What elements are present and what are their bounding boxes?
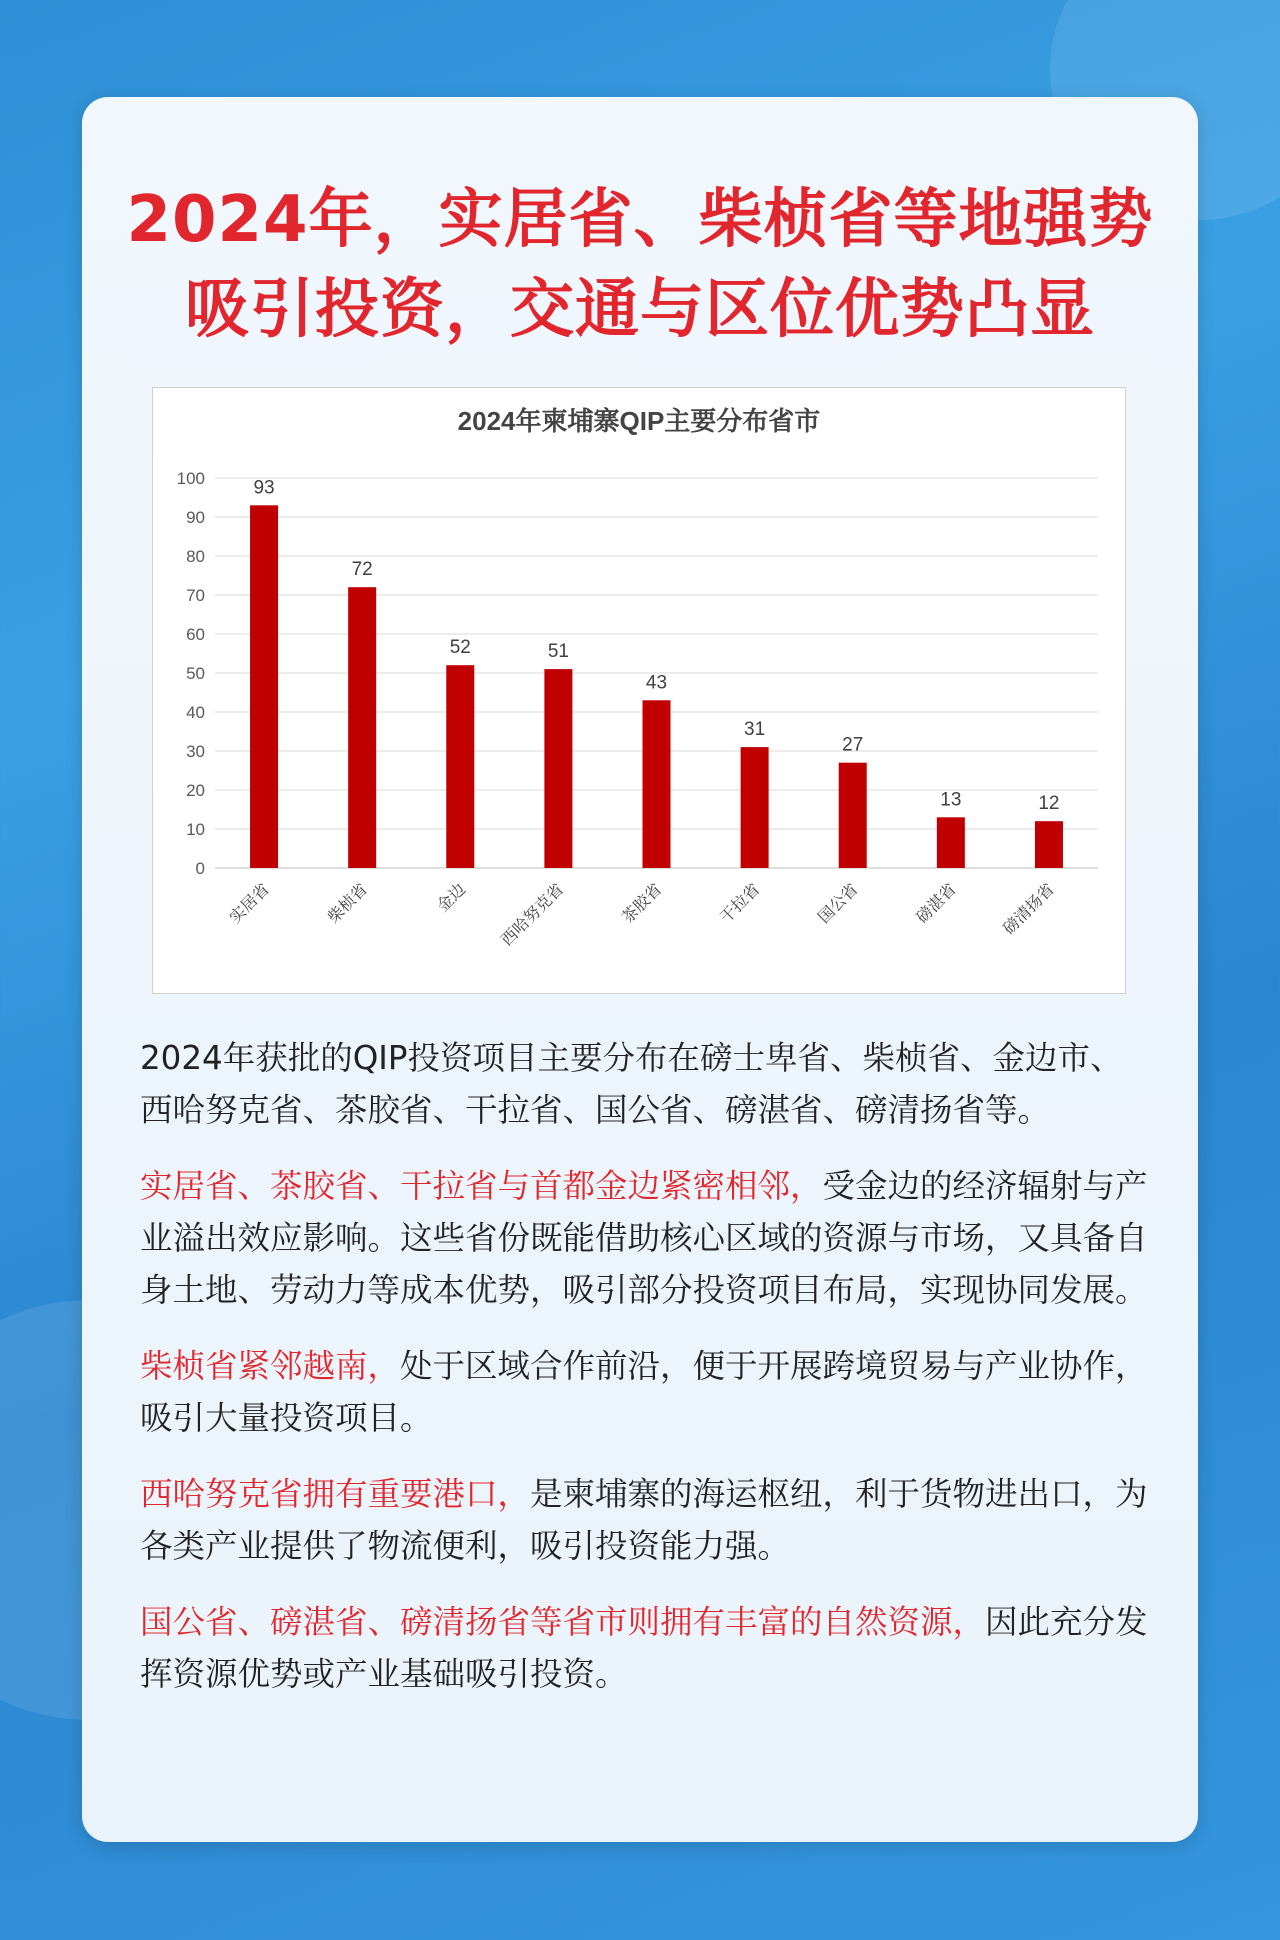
chart-title: 2024年柬埔寨QIP主要分布省市 — [457, 406, 821, 436]
description — [140, 1032, 1150, 1724]
y-tick-label: 50 — [186, 664, 205, 683]
paragraph-5-text: 因此充分发挥资源优势或产业基础吸引投资。 — [140, 1603, 1148, 1693]
bar-value-label: 13 — [940, 789, 962, 811]
x-tick-label: 茶胶省 — [617, 879, 666, 927]
y-tick-label: 100 — [176, 469, 205, 488]
y-tick-label: 70 — [186, 586, 205, 605]
bar — [643, 700, 671, 868]
x-tick-label: 干拉省 — [716, 879, 764, 927]
bar-value-label: 52 — [449, 637, 471, 659]
bar-value-label: 93 — [253, 477, 275, 499]
paragraph-3-highlight: 柴桢省紧邻越南， — [140, 1347, 401, 1385]
y-tick-label: 90 — [186, 508, 205, 527]
y-tick-label: 60 — [186, 625, 205, 644]
paragraph-1-text: 2024年获批的QIP投资项目主要分布在磅士卑省、柴桢省、金边市、西哈努克省、茶胶省、干拉省、国公省、磅湛省、磅清扬省等。 — [140, 1039, 1123, 1129]
bar-value-label: 72 — [351, 559, 373, 581]
x-tick-label: 柴桢省 — [323, 879, 371, 927]
bar-value-label: 51 — [547, 641, 569, 663]
x-tick-label: 实居省 — [225, 879, 273, 927]
paragraph-1 — [140, 1032, 1150, 1136]
paragraph-5 — [140, 1596, 1150, 1700]
x-tick-label: 国公省 — [814, 879, 862, 927]
x-axis-ticks — [225, 879, 1057, 949]
paragraph-4-highlight: 西哈努克省拥有重要港口， — [140, 1475, 531, 1513]
paragraph-4-text: 是柬埔寨的海运枢纽，利于货物进出口，为各类产业提供了物流便利，吸引投资能力强。 — [140, 1475, 1148, 1565]
paragraph-2-text: 受金边的经济辐射与产业溢出效应影响。这些省份既能借助核心区域的资源与市场，又具备自身土地、劳动力等成本优势，吸引部分投资项目布局，实现协同发展。 — [140, 1167, 1148, 1309]
x-tick-label: 磅湛省 — [912, 879, 960, 927]
bar — [348, 587, 376, 868]
y-tick-label: 40 — [186, 703, 205, 722]
y-tick-label: 10 — [186, 820, 205, 839]
chart-container — [152, 387, 1126, 994]
y-axis-ticks — [177, 469, 205, 878]
bar — [937, 817, 965, 868]
bar-value-label: 43 — [645, 672, 668, 694]
headline — [82, 175, 1198, 355]
bar — [544, 669, 572, 868]
bar-value-label: 27 — [842, 734, 864, 756]
paragraph-4 — [140, 1468, 1150, 1572]
bar-value-label: 31 — [744, 719, 766, 741]
x-tick-label: 金边 — [433, 879, 470, 916]
bar-value-label: 12 — [1038, 793, 1060, 815]
x-tick-label: 磅清扬省 — [999, 879, 1058, 939]
paragraph-3-text: 处于区域合作前沿，便于开展跨境贸易与产业协作，吸引大量投资项目。 — [140, 1347, 1148, 1437]
x-tick-label: 西哈努克省 — [497, 879, 568, 950]
paragraph-5-highlight: 国公省、磅湛省、磅清扬省等省市则拥有丰富的自然资源， — [140, 1603, 986, 1641]
bar — [250, 505, 278, 868]
y-tick-label: 30 — [186, 742, 205, 761]
headline-line-2: 吸引投资，交通与区位优势凸显 — [185, 273, 1095, 347]
content-card — [82, 97, 1198, 1842]
bar — [1035, 821, 1063, 868]
headline-line-1: 2024年，实居省、柴桢省等地强势 — [126, 183, 1154, 257]
paragraph-2 — [140, 1160, 1150, 1316]
y-tick-label: 0 — [195, 859, 205, 878]
y-tick-label: 20 — [186, 781, 205, 800]
bar — [446, 665, 474, 868]
paragraph-2-highlight: 实居省、茶胶省、干拉省与首都金边紧密相邻， — [140, 1167, 823, 1205]
bar — [741, 747, 769, 868]
bar — [839, 763, 867, 868]
paragraph-3 — [140, 1340, 1150, 1444]
bar-chart — [153, 388, 1125, 993]
y-tick-label: 80 — [186, 547, 205, 566]
